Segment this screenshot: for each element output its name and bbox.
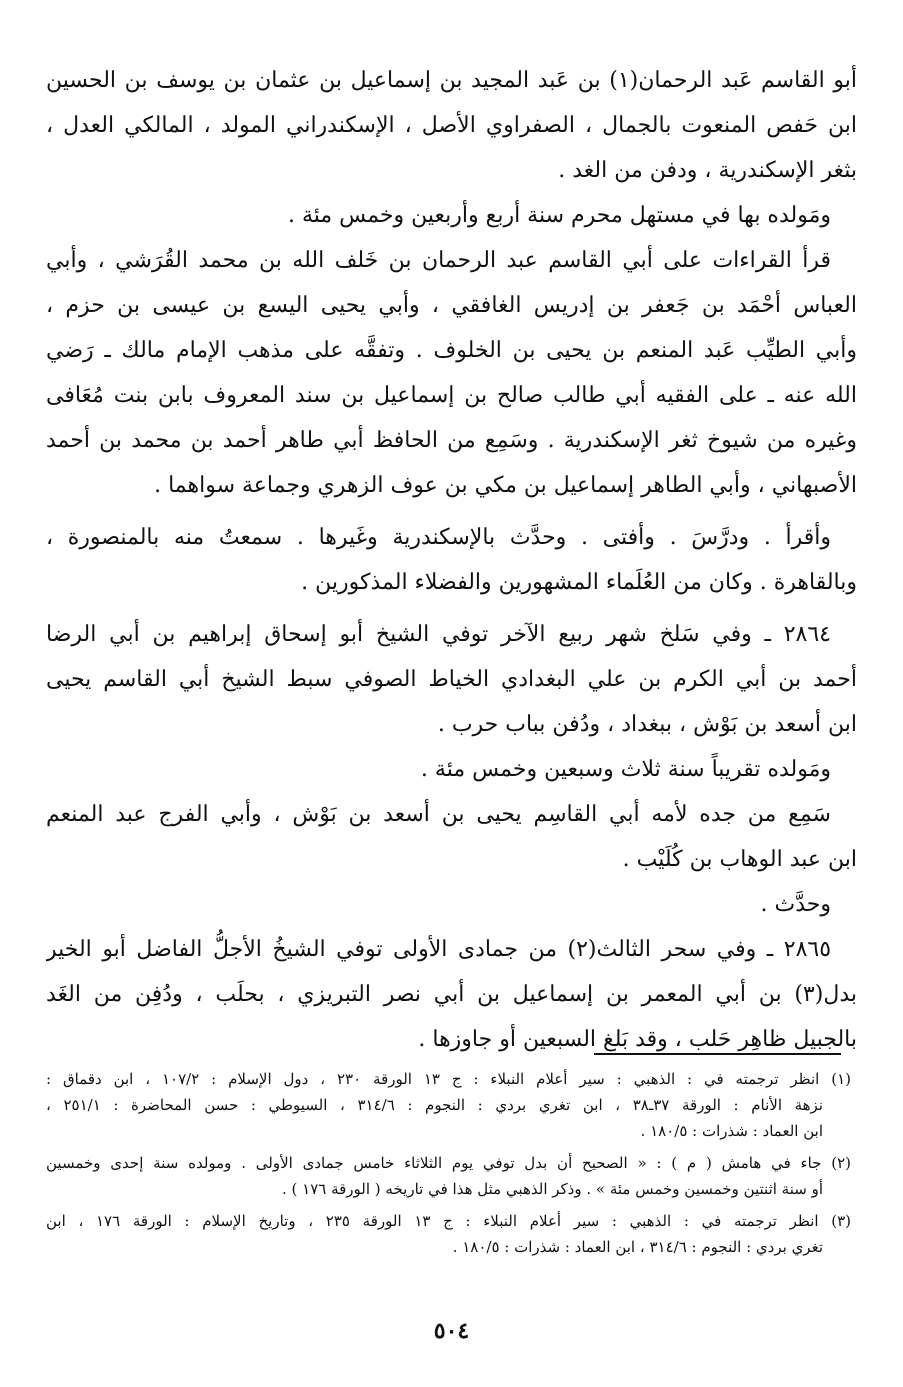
- entry-heading-2864: ٢٨٦٤ ـ وفي سَلخ شهر ربيع الآخر توفي الشيخ أبو إسحاق إبراهيم بن أبي الرضا: [46, 622, 831, 647]
- entry-heading-2865: ٢٨٦٥ ـ وفي سحر الثالث(٢) من جمادى الأولى توفي الشيخُ الأجلُّ الفاضل أبو الخير: [46, 937, 832, 962]
- text-line: وأبي الطيِّب عَبد المنعم بن يحيى بن الخلوف . وتفقَّه على مذهب الإمام مالك ـ رَضي: [46, 338, 857, 363]
- footnote-line: (١) انظر ترجمته في : الذهبي : سير أعلام النبلاء : ج ١٣ الورقة ٢٣٠ ، دول الإسلام : ١٠٧/٢ ، ابن دقماق :: [46, 1070, 851, 1088]
- text-line: قرأ القراءات على أبي القاسم عبد الرحمان بن خَلف الله بن محمد القُرَشي ، وأبي: [46, 248, 831, 273]
- footnote-3: [46, 1208, 851, 1260]
- footnotes: [46, 1066, 851, 1260]
- text-line: بالجبيل ظاهِر حَلب ، وقد بَلغ السبعين أو جاوزها .: [418, 1027, 857, 1052]
- text-line: أحمد بن أبي الكرم بن علي البغدادي الخياط الصوفي سبط الشيخ أبي القاسم يحيى: [46, 667, 857, 692]
- text-line: الله عنه ـ على الفقيه أبي طالب صالح بن إسماعيل بن سند المعروف بابن بنت مُعَافى: [46, 383, 857, 408]
- text-line: أبو القاسم عَبد الرحمان(١) بن عَبد المجيد بن إسماعيل بن عثمان بن يوسف بن الحسين: [46, 68, 857, 93]
- text-line: ومَولده بها في مستهل محرم سنة أربع وأربعين وخمس مئة .: [287, 203, 831, 228]
- text-line: العباس أحْمَد بن جَعفر بن إدريس الغافقي ، وأبي يحيى اليسع بن عيسى بن حزم ،: [46, 293, 857, 318]
- text-line: ابن عبد الوهاب بن كُلَيْب .: [622, 847, 857, 872]
- text-line: ومَولده تقريباً سنة ثلاث وسبعين وخمس مئة .: [420, 757, 831, 782]
- text-line: وحدَّث .: [760, 892, 831, 917]
- footnote-line: نزهة الأنام : الورقة ٣٧ـ٣٨ ، ابن تغري بردي : النجوم : ٣١٤/٦ ، السيوطي : حسن المحاضرة : ٢٥١/١ ،: [46, 1096, 824, 1114]
- text-line: ابن حَفص المنعوت بالجمال ، الصفراوي الأصل ، الإسكندراني المولد ، المالكي العدل ،: [46, 113, 857, 138]
- text-line: بدل(٣) بن أبي المعمر بن إسماعيل بن أبي نصر التبريزي ، بحلَب ، ودُفِن من الغَد: [46, 982, 857, 1007]
- footnote-2: [46, 1150, 851, 1202]
- footnote-line: (٢) جاء في هامش ( م ) : « الصحيح أن بدل توفي يوم الثلاثاء خامس جمادى الأولى . ومولده سنة إحدى وخمسين: [46, 1154, 851, 1172]
- text-line: وأقرأ . ودرَّسَ . وأفتى . وحدَّث بالإسكندرية وغَيرها . سمعتُ منه بالمنصورة ،: [46, 525, 831, 550]
- footnote-line: (٣) انظر ترجمته في : الذهبي : سير أعلام النبلاء : ج ١٣ الورقة ٢٣٥ ، وتاريخ الإسلام : الورقة ١٧٦ ، ابن: [46, 1212, 851, 1230]
- footnote-separator: [594, 1053, 841, 1055]
- text-line: بثغر الإسكندرية ، ودفن من الغد .: [558, 158, 857, 183]
- text-line: ابن أسعد بن بَوْش ، ببغداد ، ودُفن بباب حرب .: [437, 712, 857, 737]
- text-line: وغيره من شيوخ ثغر الإسكندرية . وسَمِع من الحافظ أبي طاهر أحمد بن محمد بن أحمد: [46, 428, 857, 453]
- text-line: وبالقاهرة . وكان من العُلَماء المشهورين والفضلاء المذكورين .: [301, 570, 857, 595]
- text-line: سَمِع من جده لأمه أبي القاسِم يحيى بن أسعد بن بَوْش ، وأبي الفرج عبد المنعم: [46, 802, 831, 827]
- page-number: ٥٠٤: [433, 1318, 470, 1344]
- main-text: [46, 58, 857, 1062]
- footnote-line: أو سنة اثنتين وخمسين وخمس مئة » . وذكر الذهبي مثل هذا في تاريخه ( الورقة ١٧٦ ) .: [282, 1180, 823, 1198]
- footnote-1: [46, 1066, 851, 1144]
- footnote-line: ابن العماد : شذرات : ١٨٠/٥ .: [640, 1122, 823, 1140]
- footnote-line: تغري بردي : النجوم : ٣١٤/٦ ، ابن العماد : شذرات : ١٨٠/٥ .: [452, 1238, 823, 1256]
- text-line: الأصبهاني ، وأبي الطاهر إسماعيل بن مكي بن عوف الزهري وجماعة سواهما .: [154, 473, 857, 498]
